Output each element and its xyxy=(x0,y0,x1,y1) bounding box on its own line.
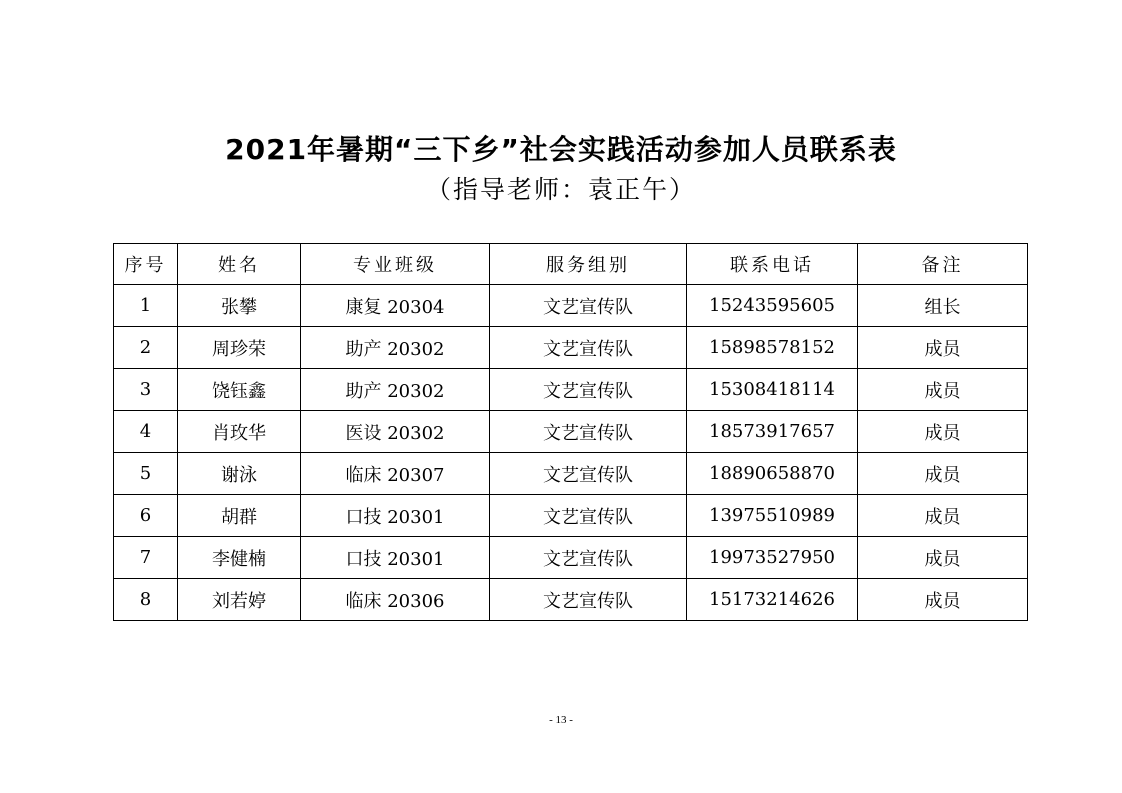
cell-group: 文艺宣传队 xyxy=(490,285,687,327)
cell-class: 临床 20306 xyxy=(301,579,490,621)
cell-phone: 19973527950 xyxy=(687,537,858,579)
cell-phone: 18890658870 xyxy=(687,453,858,495)
table-row xyxy=(114,453,1028,495)
cell-phone: 15308418114 xyxy=(687,369,858,411)
cell-name: 谢泳 xyxy=(178,453,301,495)
header-index: 序号 xyxy=(114,244,178,285)
cell-group: 文艺宣传队 xyxy=(490,369,687,411)
page-number: - 13 - xyxy=(549,714,573,726)
cell-index: 3 xyxy=(114,369,178,411)
cell-group: 文艺宣传队 xyxy=(490,579,687,621)
cell-name: 胡群 xyxy=(178,495,301,537)
cell-note: 成员 xyxy=(858,579,1028,621)
cell-group: 文艺宣传队 xyxy=(490,495,687,537)
table-row xyxy=(114,369,1028,411)
cell-class: 临床 20307 xyxy=(301,453,490,495)
header-group: 服务组别 xyxy=(490,244,687,285)
cell-phone: 15173214626 xyxy=(687,579,858,621)
cell-index: 7 xyxy=(114,537,178,579)
page-title: 2021年暑期“三下乡”社会实践活动参加人员联系表 xyxy=(225,133,897,166)
cell-note: 成员 xyxy=(858,369,1028,411)
cell-class: 口技 20301 xyxy=(301,537,490,579)
cell-name: 刘若婷 xyxy=(178,579,301,621)
contact-table xyxy=(113,243,1028,621)
table-row xyxy=(114,537,1028,579)
table-row xyxy=(114,579,1028,621)
cell-class: 助产 20302 xyxy=(301,327,490,369)
cell-note: 成员 xyxy=(858,327,1028,369)
table-row xyxy=(114,285,1028,327)
cell-class: 口技 20301 xyxy=(301,495,490,537)
header-name: 姓名 xyxy=(178,244,301,285)
header-phone: 联系电话 xyxy=(687,244,858,285)
page-subtitle: （指导老师：袁正午） xyxy=(425,175,696,204)
table-row xyxy=(114,495,1028,537)
cell-name: 饶钰鑫 xyxy=(178,369,301,411)
cell-group: 文艺宣传队 xyxy=(490,537,687,579)
cell-index: 1 xyxy=(114,285,178,327)
cell-class: 医设 20302 xyxy=(301,411,490,453)
cell-class: 助产 20302 xyxy=(301,369,490,411)
cell-index: 5 xyxy=(114,453,178,495)
cell-note: 成员 xyxy=(858,411,1028,453)
cell-note: 成员 xyxy=(858,453,1028,495)
header-class: 专业班级 xyxy=(301,244,490,285)
cell-name: 张攀 xyxy=(178,285,301,327)
cell-phone: 15898578152 xyxy=(687,327,858,369)
cell-phone: 13975510989 xyxy=(687,495,858,537)
cell-note: 成员 xyxy=(858,495,1028,537)
cell-index: 4 xyxy=(114,411,178,453)
cell-phone: 18573917657 xyxy=(687,411,858,453)
cell-name: 肖玫华 xyxy=(178,411,301,453)
cell-note: 组长 xyxy=(858,285,1028,327)
cell-index: 8 xyxy=(114,579,178,621)
cell-group: 文艺宣传队 xyxy=(490,327,687,369)
table-header-row xyxy=(114,244,1028,285)
cell-index: 2 xyxy=(114,327,178,369)
cell-phone: 15243595605 xyxy=(687,285,858,327)
table-row xyxy=(114,327,1028,369)
cell-name: 李健楠 xyxy=(178,537,301,579)
cell-group: 文艺宣传队 xyxy=(490,453,687,495)
cell-note: 成员 xyxy=(858,537,1028,579)
cell-group: 文艺宣传队 xyxy=(490,411,687,453)
cell-class: 康复 20304 xyxy=(301,285,490,327)
cell-index: 6 xyxy=(114,495,178,537)
cell-name: 周珍荣 xyxy=(178,327,301,369)
table-row xyxy=(114,411,1028,453)
header-note: 备注 xyxy=(858,244,1028,285)
